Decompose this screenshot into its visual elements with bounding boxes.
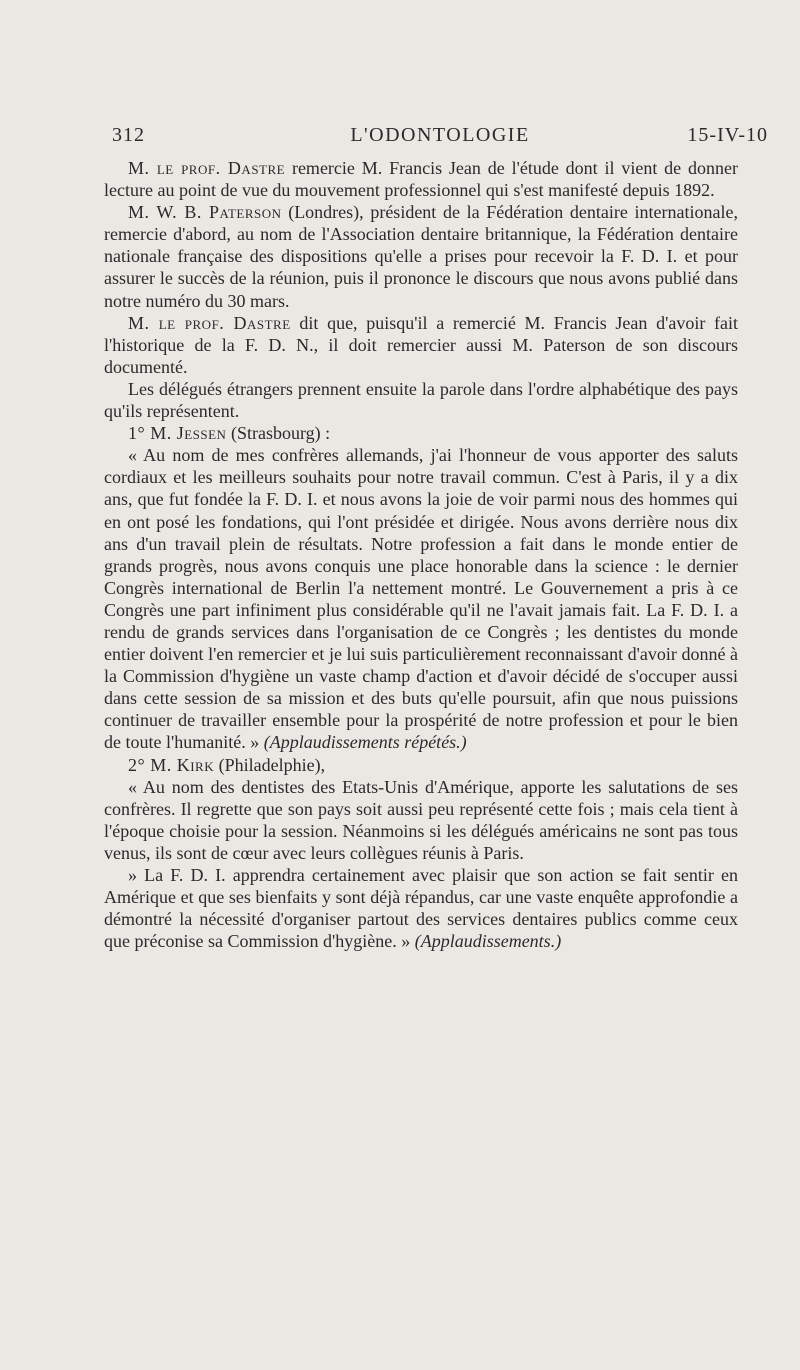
paragraph-text: « Au nom des dentistes des Etats-Unis d'Amérique, apporte les salutations de ses confrères. Il regrette que son pays soit aussi peu représenté cette fois ; mais cela tient à l'époque choisie pour la session. Néanmoins si les délégués américains ne sont pas tous venus, ils sont de cœur avec leurs collègues réunis à Paris. [104,776,738,863]
paragraph [104,444,738,753]
speaker-name: M. le prof. Dastre [128,158,286,178]
page-number: 312 [112,124,145,146]
paragraph-text: (Londres), président de la Fédération dentaire internationale, remercie d'abord, au nom de l'Association dentaire britannique, la Fédération dentaire nationale française des dispositions qu'elle a prises pour recevoir la F. D. I. et pour assurer le succès de la réunion, puis il prononce le discours que nous avons publié dans notre numéro du 30 mars. [104,202,738,311]
paragraph-text: « Au nom de mes confrères allemands, j'ai l'honneur de vous apporter des saluts cordiaux et les meilleurs souhaits pour notre travail commun. C'est à Paris, il y a dix ans, que fut fondée la F. D. I. et nous avons la joie de voir parmi nous des hommes qui en ont posé les fondations, qui l'ont présidée et dirigée. Nous avons derrière nous dix ans d'un travail plein de résultats. Notre profession a fait dans le monde entier de grands progrès, nous avons conquis une place honorable dans la science : le dernier Congrès international de Berlin l'a nettement montré. Le Gouvernement a pris à ce Congrès une part infiniment plus considérable qu'il ne l'avait jamais fait. La F. D. I. a rendu de grands services dans l'organisation de ce Congrès ; les dentistes du monde entier doivent l'en remercier et je lui suis particulièrement reconnaissant d'avoir donné à la Commission d'hygiène un vaste champ d'action et d'avoir décidé de s'occuper aussi dans cette session de sa mission et des buts qu'elle poursuit, afin que nous puissions continuer de travailler ensemble pour la prospérité de notre profession et pour le bien de toute l'humanité. » [104,445,738,753]
paragraph-text: (Strasbourg) : [226,423,331,444]
applause-note: (Applaudissements répétés.) [259,732,467,753]
running-header [112,124,768,150]
paragraph [104,378,738,422]
paragraph-text: remercie M. Francis Jean de l'étude dont il vient de donner lecture au point de vue du mouvement professionnel qui s'est manifesté depuis 1892. [104,158,738,201]
paragraph-text: dit que, puisqu'il a remercié M. Francis Jean d'avoir fait l'historique de la F. D. N., il doit remercier aussi M. Paterson de son discours documenté. [104,312,739,377]
paragraph [104,312,738,378]
paragraph-text: (Philadelphie), [214,754,326,775]
paragraph [104,422,738,444]
speaker-name: M. le prof. Dastre [128,312,291,333]
speaker-name: M. W. B. Paterson [128,202,282,223]
speaker-name: 1° M. Jessen [128,423,227,444]
issue-date: 15-IV-10 [687,124,768,146]
paragraph [104,754,738,776]
paragraph [104,864,738,952]
paragraph-text: Les délégués étrangers prennent ensuite la parole dans l'ordre alphabétique des pays qu'ils représentent. [104,378,738,422]
applause-note: (Applaudissements.) [410,931,562,952]
paragraph [104,157,738,201]
speaker-name: 2° M. Kirk [128,754,215,775]
article-body [104,157,738,952]
paragraph [104,776,738,864]
paragraph [104,201,738,311]
paragraph-text: » La F. D. I. apprendra certainement avec plaisir que son action se fait sentir en Amérique et que ses bienfaits y sont déjà répandus, car une vaste enquête approfondie a démontré la nécessité d'organiser partout des services dentaires publics comme ceux que préconise sa Commission d'hygiène. » [104,865,738,952]
journal-title: L'ODONTOLOGIE [350,124,530,146]
